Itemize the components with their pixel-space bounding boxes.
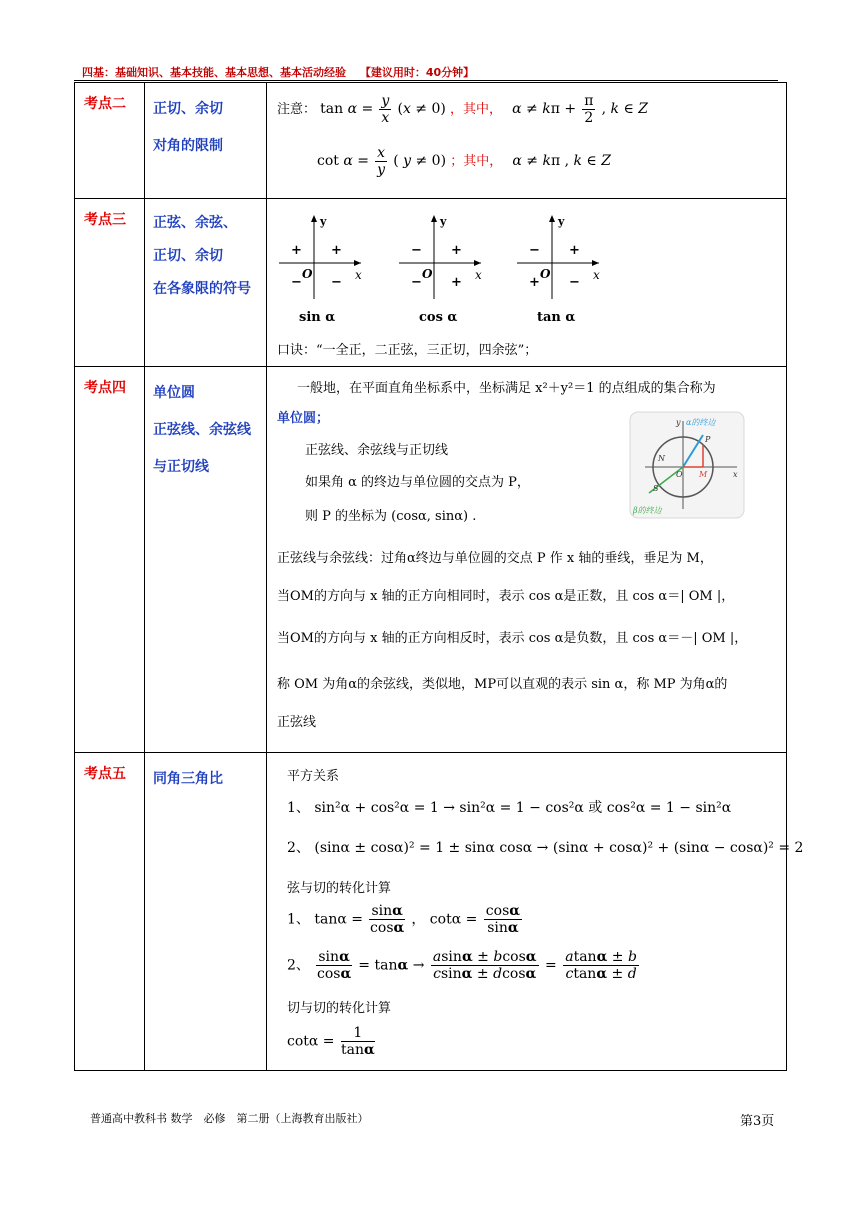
svg-text:y: y — [558, 215, 565, 228]
formula: 2、 (sinα ± cosα)² = 1 ± sinα cosα → (sinα + cosα)² + (sinα − cosα)² = 2 — [287, 840, 804, 856]
svg-text:P: P — [705, 435, 711, 444]
knowledge-table — [74, 82, 804, 1071]
svg-text:y: y — [320, 215, 327, 228]
svg-text:β的终边: β的终边 — [633, 506, 662, 515]
topic-cell — [145, 367, 267, 753]
topic-line: 正切、余切 — [153, 101, 223, 117]
svg-text:+: + — [451, 275, 462, 290]
svg-text:x: x — [733, 470, 738, 479]
section-title: 切与切的转化计算 — [287, 1001, 392, 1016]
sin-graph-label: sin α — [299, 310, 336, 325]
topic-line: 正弦线、余弦线 — [153, 422, 251, 438]
mnemonic: 口诀：“一全正，二正弦，三正切，四余弦”； — [277, 343, 538, 358]
point-label: 考点三 — [75, 199, 145, 367]
svg-text:−: − — [291, 275, 302, 290]
table-row — [75, 199, 787, 367]
svg-text:O: O — [422, 267, 433, 281]
content-cell — [267, 199, 787, 367]
table-row — [75, 367, 787, 753]
topic-cell — [145, 753, 267, 1071]
tan-formula: 注意： tan α = $\frac{y}{x}$ (x ≠ 0) ，其中， α ≠ kπ + $\frac{\pi}{2}$ , k ∈ Z — [277, 93, 648, 126]
svg-text:+: + — [451, 243, 462, 258]
topic-line: 对角的限制 — [153, 138, 223, 154]
formula: cotα = $\frac{1}{\tan\alpha}$ — [287, 1025, 375, 1058]
topic-cell — [145, 83, 267, 199]
svg-text:x: x — [355, 268, 362, 282]
svg-text:M: M — [699, 470, 708, 479]
text-line: 当OM的方向与 x 轴的正方向相反时，表示 cos α是负数，且 cos α＝－| OM |， — [277, 631, 748, 646]
svg-text:α的终边: α的终边 — [686, 418, 716, 427]
svg-text:+: + — [569, 243, 580, 258]
text-line: 当OM的方向与 x 轴的正方向相同时，表示 cos α是正数，且 cos α＝| OM |， — [277, 589, 735, 604]
page-header — [82, 64, 474, 80]
svg-text:−: − — [411, 243, 422, 258]
text-line: 如果角 α 的终边与单位圆的交点为 P， — [305, 475, 530, 490]
svg-text:x: x — [593, 268, 600, 282]
formula: 2、 $\frac{\sin\alpha}{\cos\alpha}$ = tanα → $\frac{asin\alpha \pm bcos\alpha}{csin\alpha \pm dcos\alpha}$ = $\frac{atan\alpha \pm b}{ctan\alpha \pm d}$ — [287, 949, 637, 982]
formula: 1、 sin²α + cos²α = 1 → sin²α = 1 − cos²α 或 cos²α = 1 − sin²α — [287, 800, 732, 816]
svg-text:−: − — [331, 275, 342, 290]
quadrant-sign-diagrams — [267, 199, 787, 329]
text-line: 则 P 的坐标为 (cosα, sinα) . — [305, 509, 477, 524]
point-label: 考点四 — [75, 367, 145, 753]
table-row — [75, 753, 787, 1071]
footer-book: 普通高中教科书 数学 必修 第二册（上海教育出版社） — [90, 1112, 369, 1125]
topic-line: 同角三角比 — [153, 771, 223, 787]
unit-circle-term: 单位圆； — [277, 411, 330, 426]
text-line: 正弦线、余弦线与正切线 — [305, 443, 449, 458]
unit-circle-figure — [629, 411, 745, 519]
content-cell — [267, 367, 787, 753]
svg-text:+: + — [529, 275, 540, 290]
text-line: 称 OM 为角α的余弦线，类似地，MP可以直观的表示 sin α，称 MP 为角α的 — [277, 677, 728, 692]
header-divider — [74, 80, 778, 81]
point-label: 考点二 — [75, 83, 145, 199]
text-line: 正弦线 — [277, 715, 317, 730]
content-cell — [267, 753, 804, 1071]
topic-line: 与正切线 — [153, 459, 209, 475]
topic-line: 正弦、余弦、 — [153, 215, 237, 231]
cot-formula: cot α = $\frac{x}{y}$ ( y ≠ 0) ；其中， α ≠ kπ , k ∈ Z — [317, 145, 611, 178]
section-title: 平方关系 — [287, 769, 340, 784]
svg-text:y: y — [440, 215, 447, 228]
svg-text:O: O — [302, 267, 313, 281]
svg-text:O: O — [676, 470, 683, 479]
svg-text:−: − — [569, 275, 580, 290]
topic-cell — [145, 199, 267, 367]
svg-text:S: S — [653, 484, 659, 493]
table-row — [75, 83, 787, 199]
unit-circle-intro: 一般地，在平面直角坐标系中，坐标满足 x²＋y²＝1 的点组成的集合称为 — [297, 381, 716, 396]
topic-line: 在各象限的符号 — [153, 281, 251, 297]
section-title: 弦与切的转化计算 — [287, 881, 392, 896]
topic-line: 正切、余切 — [153, 248, 223, 264]
tan-graph-label: tan α — [537, 310, 576, 325]
svg-text:y: y — [676, 418, 681, 427]
cos-graph-label: cos α — [419, 310, 458, 325]
svg-text:O: O — [540, 267, 551, 281]
svg-text:+: + — [331, 243, 342, 258]
svg-text:+: + — [291, 243, 302, 258]
point-label: 考点五 — [75, 753, 145, 1071]
topic-line: 单位圆 — [153, 385, 195, 401]
header-title: 四基：基础知识、基本技能、基本思想、基本活动经验 — [82, 66, 346, 79]
svg-text:−: − — [529, 243, 540, 258]
content-cell — [267, 83, 787, 199]
formula: 1、 tanα = $\frac{\sin\alpha}{\cos\alpha}$ ， cotα = $\frac{\cos\alpha}{\sin\alpha}$ — [287, 903, 521, 936]
page-number: 第3页 — [740, 1114, 775, 1129]
text-line: 正弦线与余弦线：过角α终边与单位圆的交点 P 作 x 轴的垂线，垂足为 M， — [277, 551, 713, 566]
header-time: 【建议用时：40分钟】 — [359, 66, 475, 79]
svg-text:x: x — [475, 268, 482, 282]
svg-text:N: N — [658, 454, 665, 463]
svg-text:−: − — [411, 275, 422, 290]
